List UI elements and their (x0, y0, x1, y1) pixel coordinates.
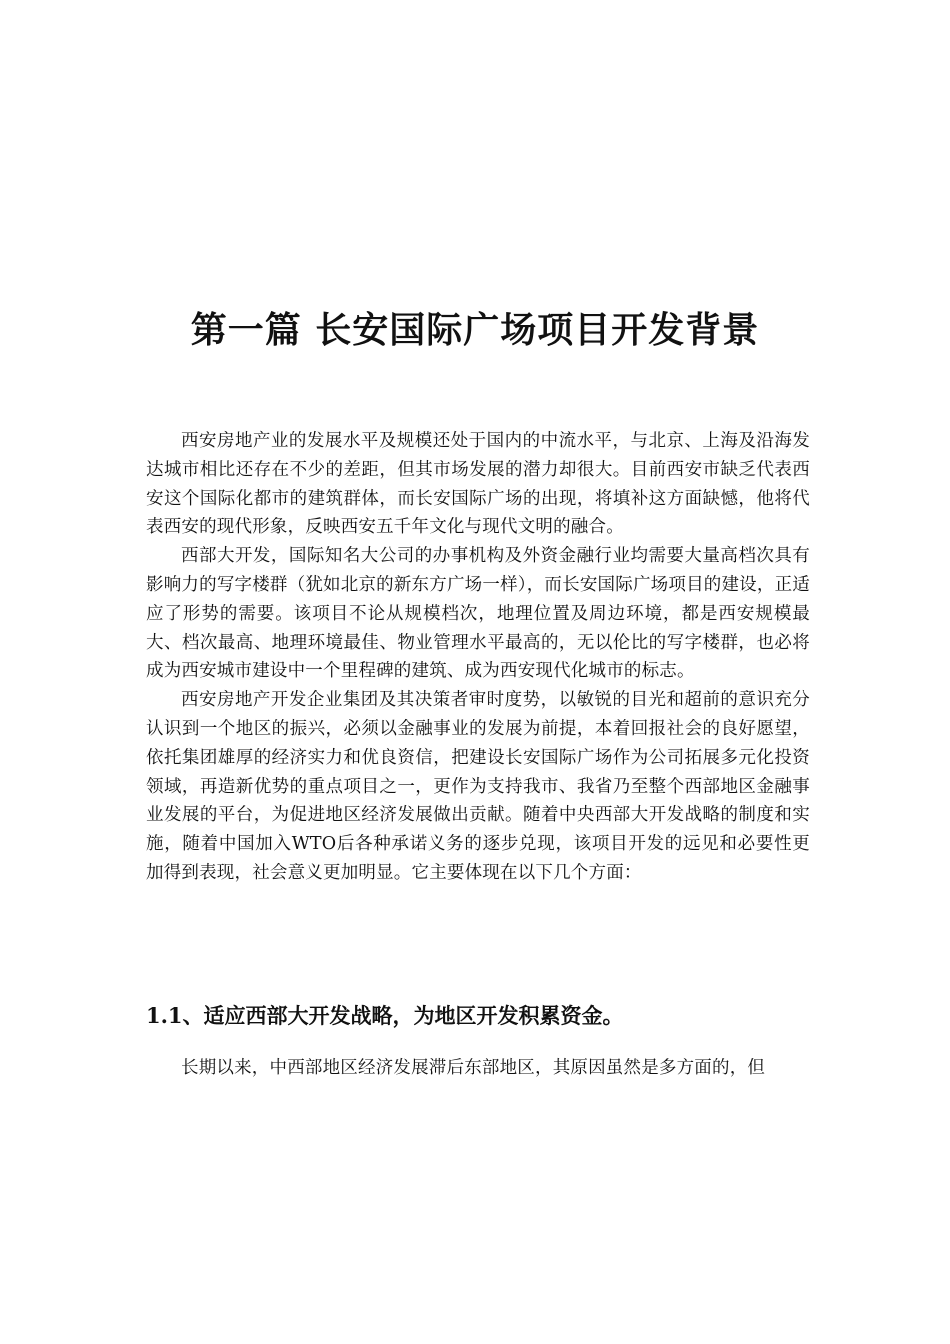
section-paragraph: 长期以来，中西部地区经济发展滞后东部地区，其原因虽然是多方面的，但 (181, 1058, 766, 1078)
intro-section (146, 427, 810, 888)
section-body (146, 1054, 810, 1083)
intro-paragraph-1: 西安房地产业的发展水平及规模还处于国内的中流水平，与北京、上海及沿海发达城市相比还存在不少的差距，但其市场发展的潜力却很大。目前西安市缺乏代表西安这个国际化都市的建筑群体，而长安国际广场的出现，将填补这方面缺憾，他将代表西安的现代形象，反映西安五千年文化与现代文明的融合。 (146, 431, 810, 538)
intro-paragraph-3: 西安房地产开发企业集团及其决策者审时度势，以敏锐的目光和超前的意识充分认识到一个地区的振兴，必须以金融事业的发展为前提，本着回报社会的良好愿望，依托集团雄厚的经济实力和优良资信，把建设长安国际广场作为公司拓展多元化投资领域，再造新优势的重点项目之一，更作为支持我市、我省乃至整个西部地区金融事业发展的平台，为促进地区经济发展做出贡献。随着中央西部大开发战略的制度和实施，随着中国加入WTO后各种承诺义务的逐步兑现，该项目开发的远见和必要性更加得到表现，社会意义更加明显。它主要体现在以下几个方面： (146, 690, 810, 883)
section-heading: 1.1、适应西部大开发战略，为地区开发积累资金。 (146, 1003, 624, 1028)
chapter-title: 第一篇 长安国际广场项目开发背景 (190, 309, 760, 351)
intro-paragraph-2: 西部大开发，国际知名大公司的办事机构及外资金融行业均需要大量高档次具有影响力的写字楼群（犹如北京的新东方广场一样），而长安国际广场项目的建设，正适应了形势的需要。该项目不论从规模档次，地理位置及周边环境，都是西安规模最大、档次最高、地理环境最佳、物业管理水平最高的，无以伦比的写字楼群，也必将成为西安城市建设中一个里程碑的建筑、成为西安现代化城市的标志。 (146, 546, 810, 682)
